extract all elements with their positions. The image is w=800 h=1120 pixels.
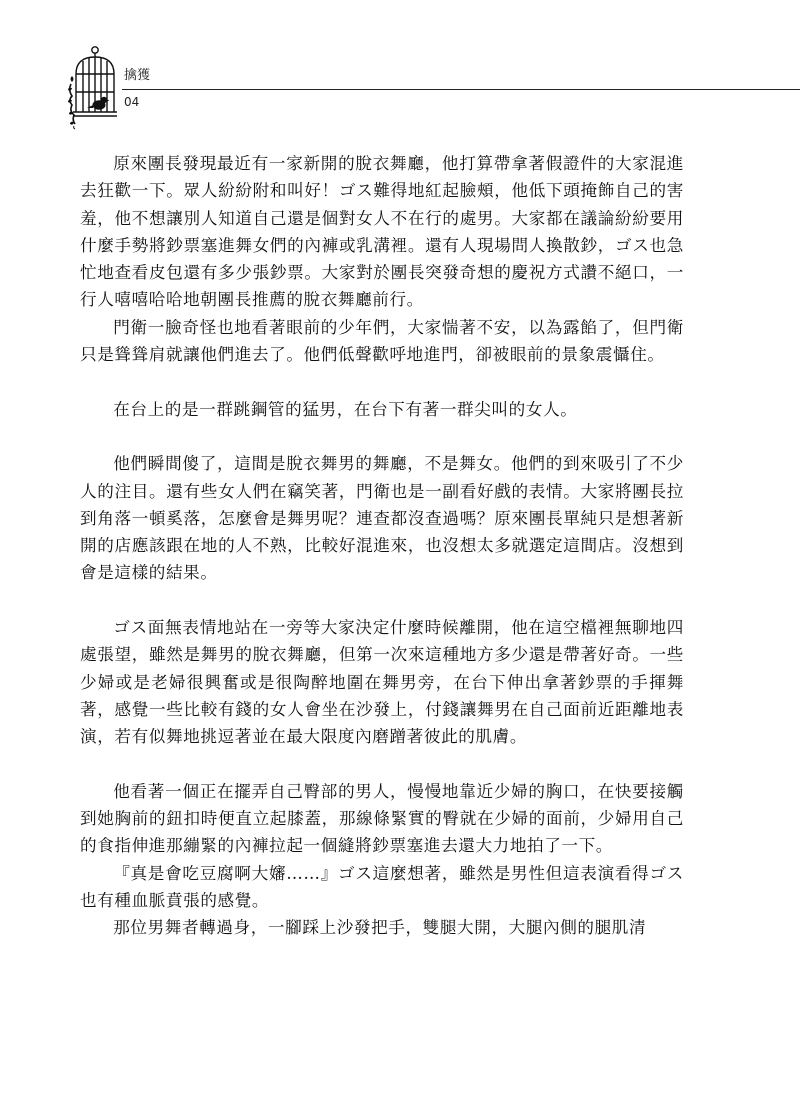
header-title: 擒獲 <box>124 68 151 83</box>
paragraph: 門衛一臉奇怪也地看著眼前的少年們，大家惴著不安，以為露餡了，但門衛只是聳聳肩就讓他們進去了。他們低聲歡呼地進門，卻被眼前的景象震懾住。 <box>80 317 684 365</box>
paragraph-gap <box>80 587 684 614</box>
paragraph-gap <box>80 751 684 778</box>
paragraph: 原來團長發現最近有一家新開的脫衣舞廳，他打算帶拿著假證件的大家混進去狂歡一下。眾人紛紛附和叫好！ゴス難得地紅起臉頰，他低下頭掩飾自己的害羞，他不想讓別人知道自己還是個對女人不在行的處男。大家都在議論紛紛要用什麼手勢將鈔票塞進舞女們的內褲或乳溝裡。還有人現場問人換散鈔，ゴス也急忙地查看皮包還有多少張鈔票。大家對於團長突發奇想的慶祝方式讚不絕口，一行人嘻嘻哈哈地朝團長推薦的脫衣舞廳前行。 <box>80 154 684 310</box>
paragraph-gap <box>80 368 684 395</box>
paragraph: 在台上的是一群跳鋼管的猛男，在台下有著一群尖叫的女人。 <box>113 399 578 419</box>
paragraph: 他們瞬間傻了，這間是脫衣舞男的舞廳，不是舞女。他們的到來吸引了不少人的注目。還有些女人們在竊笑著，門衛也是一副看好戲的表情。大家將團長拉到角落一頓奚落，怎麼會是舞男呢？連查都沒查過嗎？原來團長單純只是想著新開的店應該跟在地的人不熟，比較好混進來，也沒想太多就選定這間店。沒想到會是這樣的結果。 <box>80 454 684 583</box>
birdcage-icon <box>68 44 126 130</box>
paragraph: 『真是會吃豆腐啊大嬸……』ゴス這麼想著，雖然是男性但這表演看得ゴス也有種血脈賁張的感覺。 <box>80 863 684 911</box>
paragraph: 那位男舞者轉過身，一腳踩上沙發把手，雙腿大開，大腿內側的腿肌清 <box>113 918 647 938</box>
header-divider <box>122 89 800 90</box>
page-number: 04 <box>124 95 140 109</box>
paragraph-gap <box>80 423 684 450</box>
page-header <box>0 0 800 135</box>
body-text <box>80 150 684 942</box>
paragraph: ゴス面無表情地站在一旁等大家決定什麼時候離開，他在這空檔裡無聊地四處張望，雖然是舞男的脫衣舞廳，但第一次來這種地方多少還是帶著好奇。一些少婦或是老婦很興奮或是很陶醉地圍在舞男旁，在台下伸出拿著鈔票的手揮舞著，感覺一些比較有錢的女人會坐在沙發上，付錢讓舞男在自己面前近距離地表演，若有似舞地挑逗著並在最大限度內磨蹭著彼此的肌膚。 <box>80 618 684 747</box>
paragraph: 他看著一個正在擺弄自己臀部的男人，慢慢地靠近少婦的胸口，在快要接觸到她胸前的鈕扣時便直立起膝蓋，那線條緊實的臀就在少婦的面前，少婦用自己的食指伸進那繃緊的內褲拉起一個縫將鈔票塞進去還大力地拍了一下。 <box>80 781 684 856</box>
